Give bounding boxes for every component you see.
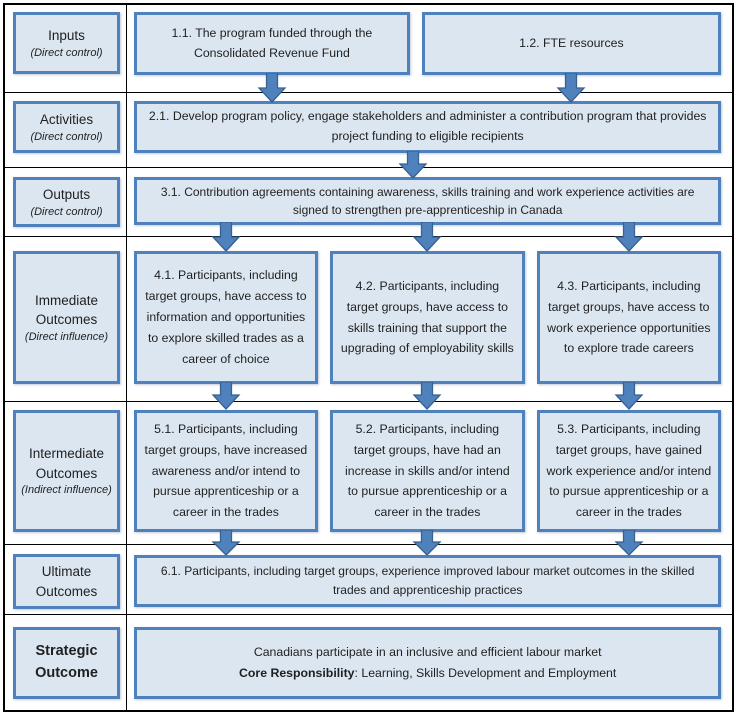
intermediate-label-cell [5, 402, 127, 544]
arrow-2-1-to-3-1-icon [398, 151, 428, 179]
box-5-3 [537, 410, 720, 532]
box-5-1 [134, 410, 317, 532]
box-4-1-text: 4.1. Participants, including target groups, have access to information and opportunities to explore skilled trades as a career of choice [145, 268, 307, 366]
immediate-label-cell [5, 237, 127, 401]
box-1-1-text: 1.1. The program funded through the Consolidated Revenue Fund [171, 25, 373, 60]
row-inputs [5, 5, 732, 93]
box-1-2 [422, 12, 721, 75]
intermediate-label-box [13, 410, 120, 532]
row-strategic-outcome [5, 615, 732, 710]
outputs-content-cell [127, 168, 732, 236]
ultimate-label-box [13, 554, 120, 609]
diagram-frame [3, 3, 734, 712]
box-5-3-text: 5.3. Participants, including target groups, have gained work experience and/or intend to pursue apprenticeship or a career in the trades [546, 421, 712, 520]
arrow-3-1-to-4-1-icon [211, 222, 241, 252]
row-outputs [5, 168, 732, 237]
ultimate-label-cell [5, 545, 127, 614]
inputs-content-cell [127, 5, 732, 92]
outputs-label: Outputs [42, 187, 91, 203]
arrow-3-1-to-4-2-icon [412, 222, 442, 252]
inputs-sublabel: (Direct control) [30, 46, 103, 59]
box-1-1 [134, 12, 409, 75]
activities-label: Activities [39, 112, 94, 128]
intermediate-sublabel: (Indirect influence) [21, 484, 112, 497]
activities-sublabel: (Direct control) [30, 130, 103, 143]
box-strategic [134, 627, 721, 699]
box-4-3-text: 4.3. Participants, including target groups, have access to work experience opportunities to explore trade careers [547, 278, 711, 356]
inputs-label-box [13, 12, 120, 74]
box-6-1 [134, 555, 721, 607]
row-intermediate-outcomes [5, 402, 732, 545]
intermediate-label: Intermediate Outcomes [28, 446, 105, 481]
arrow-3-1-to-4-3-icon [614, 222, 644, 252]
immediate-content-cell [127, 237, 732, 401]
box-5-1-text: 5.1. Participants, including target groups, have increased awareness and/or intend to pursue apprenticeship or a career in the trades [144, 421, 308, 520]
box-4-2 [330, 251, 525, 384]
box-1-2-text: 1.2. FTE resources [519, 35, 624, 50]
strategic-line2-rest: : Learning, Skills Development and Employment [354, 666, 617, 680]
box-6-1-text: 6.1. Participants, including target groups, experience improved labour market outcomes in the skilled trades and apprenticeship practices [160, 564, 695, 597]
inputs-label: Inputs [48, 28, 85, 44]
box-2-1-text: 2.1. Develop program policy, engage stakeholders and administer a contribution program that provides project funding to eligible recipients [148, 109, 707, 143]
strategic-line2 [239, 663, 616, 684]
immediate-label-box [13, 251, 120, 384]
box-5-2 [330, 410, 525, 532]
immediate-sublabel: (Direct influence) [24, 330, 109, 343]
box-4-1 [134, 251, 317, 384]
strategic-line2-bold: Core Responsibility [239, 666, 355, 680]
box-5-2-text: 5.2. Participants, including target groups, have had an increase in skills and/or intend to pursue apprenticeship or a career in the trades [345, 421, 510, 520]
inputs-label-cell [5, 5, 127, 92]
strategic-label-cell [5, 615, 127, 710]
arrow-1-1-to-2-1-icon [257, 73, 287, 103]
activities-label-box [13, 101, 120, 153]
box-4-2-text: 4.2. Participants, including target groups, have access to skills training that support the upgrading of employability skills [340, 278, 514, 356]
arrow-1-2-to-2-1-icon [556, 73, 586, 103]
outputs-label-cell [5, 168, 127, 236]
arrow-5-1-to-6-1-icon [211, 530, 241, 556]
box-3-1 [134, 177, 721, 225]
strategic-label: Strategic Outcome [35, 643, 98, 681]
arrow-4-2-to-5-2-icon [412, 382, 442, 410]
strategic-content-cell [127, 615, 732, 710]
intermediate-content-cell [127, 402, 732, 544]
activities-label-cell [5, 93, 127, 167]
box-2-1 [134, 101, 721, 153]
arrow-5-2-to-6-1-icon [412, 530, 442, 556]
strategic-label-box [13, 627, 120, 699]
row-activities [5, 93, 732, 168]
strategic-line1: Canadians participate in an inclusive and efficient labour market [253, 645, 602, 660]
box-4-3 [537, 251, 720, 384]
outputs-label-box [13, 177, 120, 227]
row-immediate-outcomes [5, 237, 732, 402]
ultimate-label: Ultimate Outcomes [35, 563, 98, 599]
immediate-label: Immediate Outcomes [34, 292, 99, 328]
arrow-5-3-to-6-1-icon [614, 530, 644, 556]
activities-content-cell [127, 93, 732, 167]
arrow-4-3-to-5-3-icon [614, 382, 644, 410]
box-3-1-text: 3.1. Contribution agreements containing awareness, skills training and work experience activities are signed to strengthen pre-apprenticeship in Canada [160, 185, 695, 217]
outputs-sublabel: (Direct control) [30, 205, 103, 218]
arrow-4-1-to-5-1-icon [211, 382, 241, 410]
